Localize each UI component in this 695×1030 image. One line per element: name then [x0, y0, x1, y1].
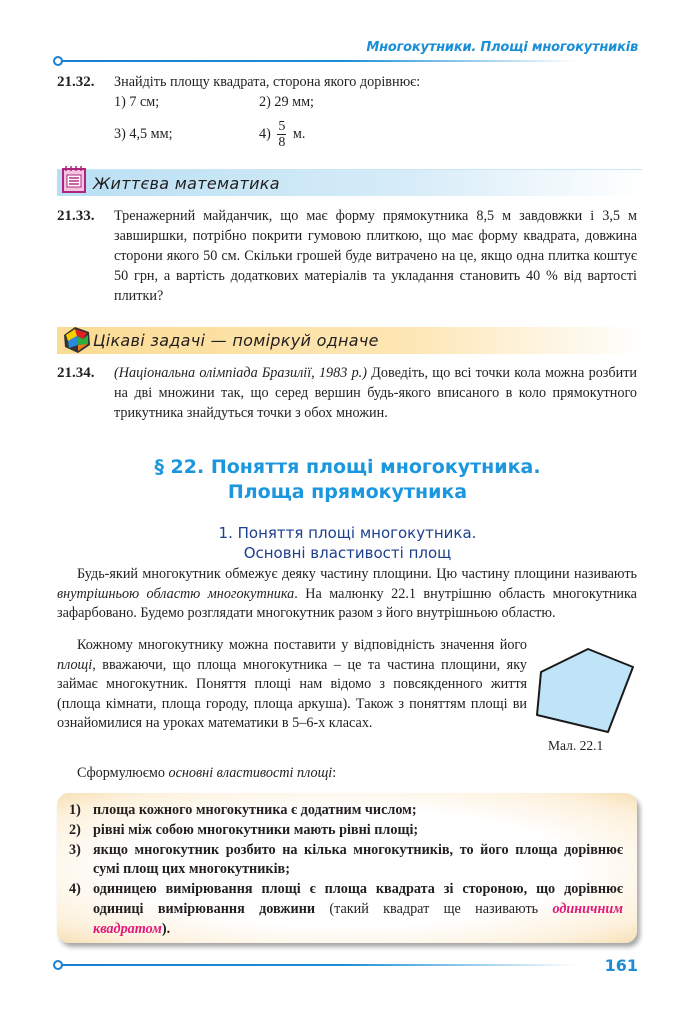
- text-run: Кожному многокутнику можна поставити у відповідність значення його: [77, 637, 527, 653]
- banner-title: Цікаві задачі — поміркуй одначе: [93, 331, 379, 350]
- problem-21-32: [57, 72, 637, 154]
- property-text: одиницею вимірювання площі є площа квадрата зі стороною, що дорівнює одиниці вимірювання довжини: [93, 881, 623, 917]
- subsection-title-line-1: 1. Поняття площі многокутника.: [218, 524, 477, 542]
- section-title: [0, 455, 695, 505]
- property-number: 4): [69, 881, 81, 898]
- option-3: 3) 4,5 мм;: [114, 126, 173, 142]
- term-properties: основні властивості площі: [168, 765, 333, 781]
- property-number: 2): [69, 821, 81, 838]
- problem-number: 21.34.: [57, 365, 95, 381]
- property-item: [69, 880, 623, 939]
- problem-21-34: [57, 363, 637, 423]
- page-number: 161: [604, 956, 638, 975]
- text-run: Сформулюємо: [77, 765, 169, 781]
- option-2: 2) 29 мм;: [259, 94, 314, 110]
- property-number: 1): [69, 802, 81, 818]
- footer-rule: [57, 964, 577, 966]
- text-run: . На малюнку 22.1 внутрішню область многокутника зафарбовано. Будемо розглядати многокутник разом з його внутрішньою областю.: [57, 585, 637, 622]
- term-area: площі: [57, 656, 93, 673]
- banner-fun-problems: [57, 327, 642, 354]
- subsection-title: [0, 523, 695, 563]
- paragraph-2: [57, 636, 527, 734]
- problem-21-33: [57, 206, 637, 306]
- problem-number: 21.33.: [57, 208, 95, 224]
- text-run: Будь-який многокутник обмежує деяку частину площини. Цю частину площини називають: [77, 566, 637, 582]
- banner-title: Життєва математика: [93, 173, 280, 193]
- problem-options: [114, 92, 637, 154]
- figure-caption: Мал. 22.1: [548, 738, 604, 753]
- property-text: якщо многокутник розбито на кілька многокутників, то його площа дорівнює сумі площ цих многокутників;: [93, 841, 623, 878]
- problem-text-paragraph: [114, 363, 637, 423]
- text-run: , вважаючи, що площа многокутника – це та частина площини, яку займає многокутник. Поняття площі нам відомо з повсякденного життя (площа кімнати, площа городу, площа аркуша). Також з поняттям площі ви ознайомилися на уроках математики в 5–6-х класах.: [57, 656, 527, 732]
- problem-text: Знайдіть площу квадрата, сторона якого дорівнює:: [114, 74, 421, 90]
- figure-22-1: [528, 640, 643, 744]
- paragraph-1: [57, 565, 637, 624]
- property-item: [69, 841, 623, 881]
- problem-source: (Національна олімпіада Бразилії, 1983 р.): [114, 365, 367, 381]
- problem-text: [114, 206, 637, 306]
- banner-life-math: [57, 169, 642, 196]
- section-title-line-1: § 22. Поняття площі многокутника.: [154, 456, 541, 478]
- property-text: площа кожного многокутника є додатним числом;: [93, 802, 417, 818]
- rule-dot-icon: [53, 960, 63, 970]
- running-title: Многокутники. Площі многокутників: [366, 40, 638, 55]
- fraction-denominator: 8: [278, 134, 286, 150]
- problem-number: 21.32.: [57, 74, 95, 90]
- property-item: [69, 801, 623, 821]
- property-note-end: ).: [161, 920, 171, 937]
- properties-box: [57, 793, 637, 943]
- pentagon-figure: [528, 640, 643, 740]
- property-number: 3): [69, 841, 81, 858]
- paragraph-3: [57, 764, 637, 784]
- option-4: [259, 119, 404, 150]
- problem-text: [114, 363, 637, 423]
- fraction: [277, 119, 286, 150]
- header-rule: [57, 60, 577, 62]
- term-unit-square: одиничним квадратом: [93, 900, 623, 937]
- fraction-numerator: 5: [278, 118, 286, 134]
- subsection-title-line-2: Основні властивості площ: [243, 544, 452, 562]
- property-item: [69, 821, 623, 841]
- rule-dot-icon: [53, 56, 63, 66]
- problem-statement: Доведіть, що всі точки кола можна розбити на дві множини так, що серед вершин будь-якого вписаного в коло прямокутного трикутника знайдуться точки з обох множин.: [114, 365, 637, 421]
- property-note: (такий квадрат ще називають: [329, 900, 553, 917]
- term-interior-region: внутрішньою областю многокутника: [57, 585, 295, 602]
- section-title-line-2: Площа прямокутника: [227, 481, 468, 503]
- notepad-icon: [61, 164, 87, 198]
- problem-text-paragraph: Тренажерний майданчик, що має форму прямокутника 8,5 м завдовжки і 3,5 м завширшки, потрібно покрити гумовою плиткою, що має форму квадрата, довжина сторони якого 50 см. Скільки грошей буде витрачено на це, якщо одна плитка коштує 50 грн, а вартість додаткових матеріалів та укладання становить 40 % від вартості плитки?: [114, 208, 637, 304]
- property-text: рівні між собою многокутники мають рівні площі;: [93, 821, 419, 838]
- option-4-prefix: 4): [259, 125, 271, 142]
- option-1: 1) 7 см;: [114, 94, 160, 110]
- properties-list: [69, 801, 623, 940]
- cube-icon: [61, 323, 93, 359]
- option-4-suffix: м.: [292, 125, 306, 142]
- text-run: :: [332, 765, 337, 781]
